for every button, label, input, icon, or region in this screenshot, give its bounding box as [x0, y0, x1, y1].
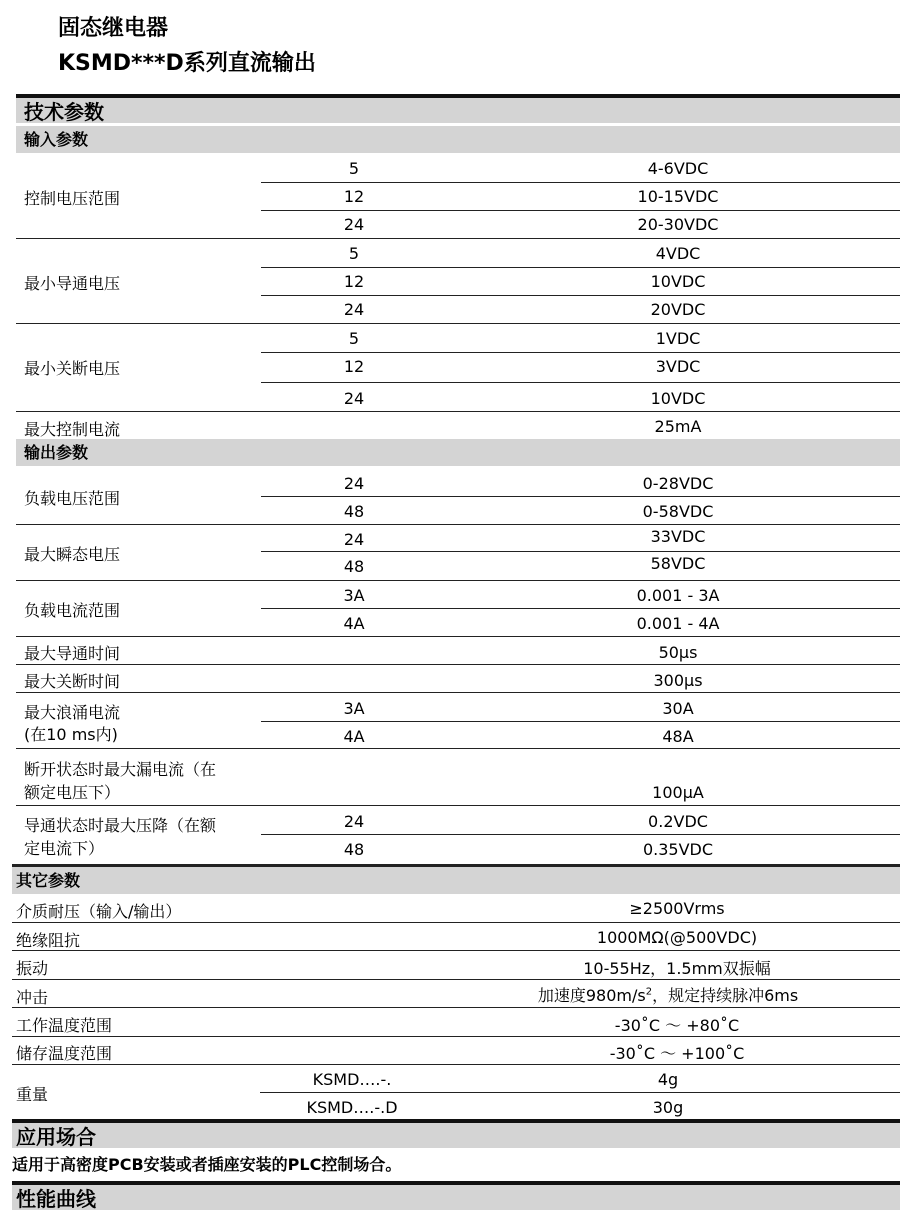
model-cell: KSMD….-. [312, 1070, 392, 1089]
value-cell: 25mA [654, 417, 702, 436]
value-cell: 50μs [658, 643, 698, 662]
value-cell: ≥2500Vrms [629, 899, 725, 918]
section-other-params: 其它参数 [12, 867, 900, 894]
model-cell: 5 [348, 159, 360, 178]
label-vibration: 振动 [16, 959, 49, 978]
model-cell: 48 [343, 840, 365, 859]
section-tech-params: 技术参数 [16, 94, 900, 123]
model-cell: 24 [343, 530, 365, 549]
label-insulation-resistance: 绝缘阻抗 [16, 931, 81, 950]
value-cell: 20VDC [650, 300, 706, 319]
label-min-on-voltage: 最小导通电压 [24, 274, 121, 293]
section-output-params: 输出参数 [16, 439, 900, 466]
title-line2: KSMD***D系列直流输出 [58, 51, 316, 76]
label-max-voltage-drop: 导通状态时最大压降（在额 [24, 816, 217, 835]
value-cell: 33VDC [650, 527, 706, 546]
value-cell: 0-28VDC [642, 474, 714, 493]
application-text: 适用于高密度PCB安装或者插座安装的PLC控制场合。 [12, 1155, 402, 1174]
model-cell: 5 [348, 244, 360, 263]
model-cell: 24 [343, 300, 365, 319]
model-cell: 24 [343, 474, 365, 493]
value-cell: -30˚C ～ +100˚C [609, 1044, 745, 1063]
label-load-voltage: 负载电压范围 [24, 489, 121, 508]
model-cell: 24 [343, 215, 365, 234]
model-cell: 3A [343, 699, 365, 718]
value-cell: 10VDC [650, 389, 706, 408]
label-max-off-time: 最大关断时间 [24, 672, 121, 691]
label-max-on-time: 最大导通时间 [24, 644, 121, 663]
label-storage-temp: 储存温度范围 [16, 1044, 113, 1063]
label-weight: 重量 [16, 1085, 49, 1104]
model-cell: 12 [343, 272, 365, 291]
model-cell: 12 [343, 357, 365, 376]
value-cell: 0.001 - 4A [636, 614, 720, 633]
label-dielectric-strength: 介质耐压（输入/输出） [16, 902, 182, 921]
params-table [16, 152, 900, 864]
label-max-surge-current-note: (在10 ms内) [24, 725, 118, 744]
value-cell: 20-30VDC [637, 215, 719, 234]
label-shock: 冲击 [16, 988, 49, 1007]
model-cell: 3A [343, 586, 365, 605]
model-cell: 24 [343, 812, 365, 831]
model-cell: 48 [343, 557, 365, 576]
label-max-leakage-current: 断开状态时最大漏电流（在 [24, 760, 217, 779]
model-cell: 12 [343, 187, 365, 206]
value-cell: 30A [662, 699, 694, 718]
model-cell: 4A [343, 614, 365, 633]
model-cell: KSMD….-.D [306, 1098, 398, 1117]
value-cell: 100μA [652, 783, 704, 802]
label-max-surge-current: 最大浪涌电流 [24, 703, 121, 722]
label-load-current: 负载电流范围 [24, 601, 121, 620]
value-cell: 48A [662, 727, 694, 746]
model-cell: 4A [343, 727, 365, 746]
value-cell: 加速度$980m/s^2$，规定持续脉冲6ms [537, 986, 799, 1005]
value-cell: 4g [657, 1070, 679, 1089]
value-cell: 1VDC [655, 329, 701, 348]
label-operating-temp: 工作温度范围 [16, 1016, 113, 1035]
label-max-voltage-drop-note: 定电流下） [24, 839, 105, 858]
label-max-control-current: 最大控制电流 [24, 420, 121, 439]
value-cell: 0-58VDC [642, 502, 714, 521]
value-cell: -30˚C ～ +80˚C [614, 1016, 740, 1035]
value-cell: 58VDC [650, 554, 706, 573]
model-cell: 24 [343, 389, 365, 408]
value-cell: 10VDC [650, 272, 706, 291]
label-max-transient-voltage: 最大瞬态电压 [24, 545, 121, 564]
other-params-table [12, 895, 900, 1121]
value-cell: 3VDC [655, 357, 701, 376]
label-control-voltage: 控制电压范围 [24, 189, 121, 208]
model-cell: 5 [348, 329, 360, 348]
section-application: 应用场合 [12, 1119, 900, 1148]
value-cell: 0.2VDC [648, 812, 708, 831]
value-cell: 30g [652, 1098, 684, 1117]
value-cell: 10-55Hz，1.5mm双振幅 [583, 959, 771, 978]
value-cell: 0.001 - 3A [636, 586, 720, 605]
label-max-leakage-current-note: 额定电压下） [24, 783, 121, 802]
section-performance-curve: 性能曲线 [12, 1181, 900, 1210]
title-line1: 固态继电器 [58, 16, 169, 41]
section-input-params: 输入参数 [16, 126, 900, 153]
value-cell: 0.35VDC [642, 840, 714, 859]
model-cell: 48 [343, 502, 365, 521]
value-cell: 1000MΩ(@500VDC) [596, 928, 758, 947]
label-min-off-voltage: 最小关断电压 [24, 359, 121, 378]
value-cell: 10-15VDC [637, 187, 719, 206]
value-cell: 4-6VDC [647, 159, 709, 178]
value-cell: 4VDC [655, 244, 701, 263]
value-cell: 300μs [653, 671, 703, 690]
